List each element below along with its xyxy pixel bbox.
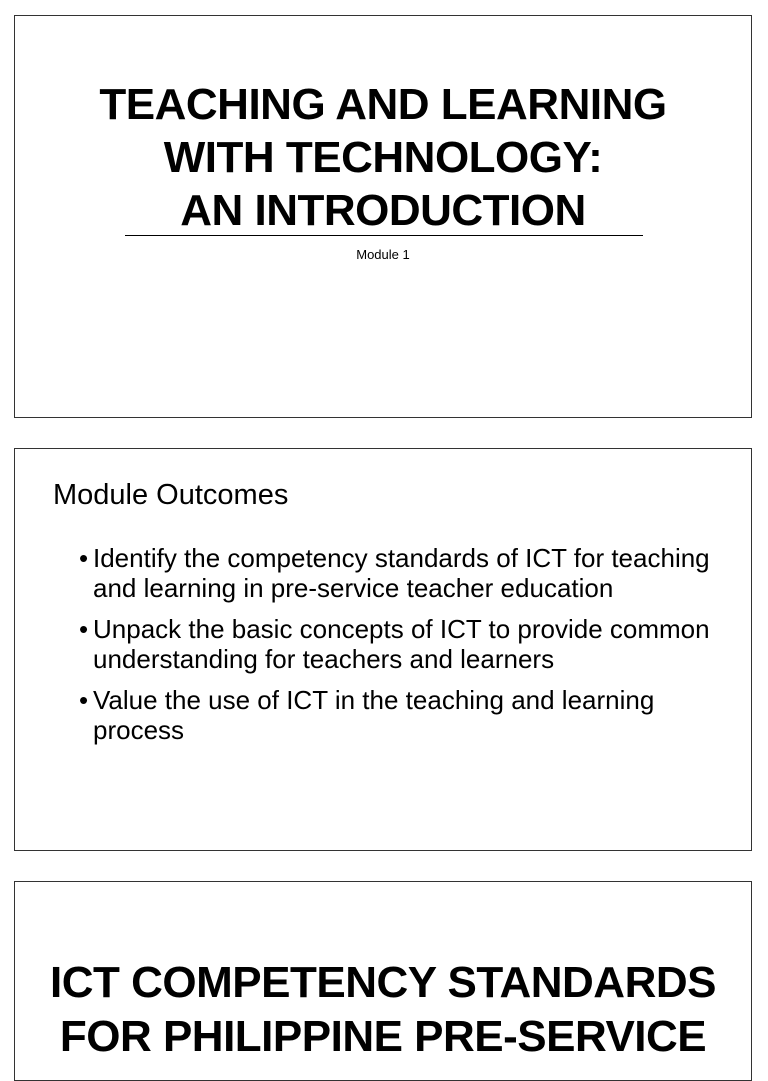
list-item-text: Unpack the basic concepts of ICT to provide common understanding for teachers and learners — [93, 614, 710, 674]
list-item — [79, 543, 719, 603]
slide-title — [15, 78, 751, 237]
outcomes-list — [79, 543, 719, 756]
outcomes-slide — [14, 448, 752, 851]
section-title-line: FOR PHILIPPINE PRE-SERVICE — [59, 1012, 707, 1061]
list-item-text: Identify the competency standards of ICT for teaching and learning in pre-service teacher education — [93, 543, 710, 603]
title-divider — [125, 235, 643, 236]
slide-title-line: WITH TECHNOLOGY: — [163, 133, 603, 182]
list-item — [79, 685, 719, 745]
list-item-text: Value the use of ICT in the teaching and learning process — [93, 685, 655, 745]
slide-title-line: TEACHING AND LEARNING — [99, 80, 667, 129]
list-item — [79, 614, 719, 674]
title-slide — [14, 15, 752, 418]
section-title — [15, 956, 751, 1064]
bullet-icon: • — [79, 543, 89, 573]
slide-title-line: AN INTRODUCTION — [180, 186, 586, 235]
slide-subtitle: Module 1 — [356, 247, 410, 262]
bullet-icon: • — [79, 614, 89, 644]
bullet-icon: • — [79, 685, 89, 715]
section-title-line: ICT COMPETENCY STANDARDS — [50, 958, 716, 1007]
outcomes-heading: Module Outcomes — [53, 479, 289, 511]
section-slide — [14, 881, 752, 1081]
